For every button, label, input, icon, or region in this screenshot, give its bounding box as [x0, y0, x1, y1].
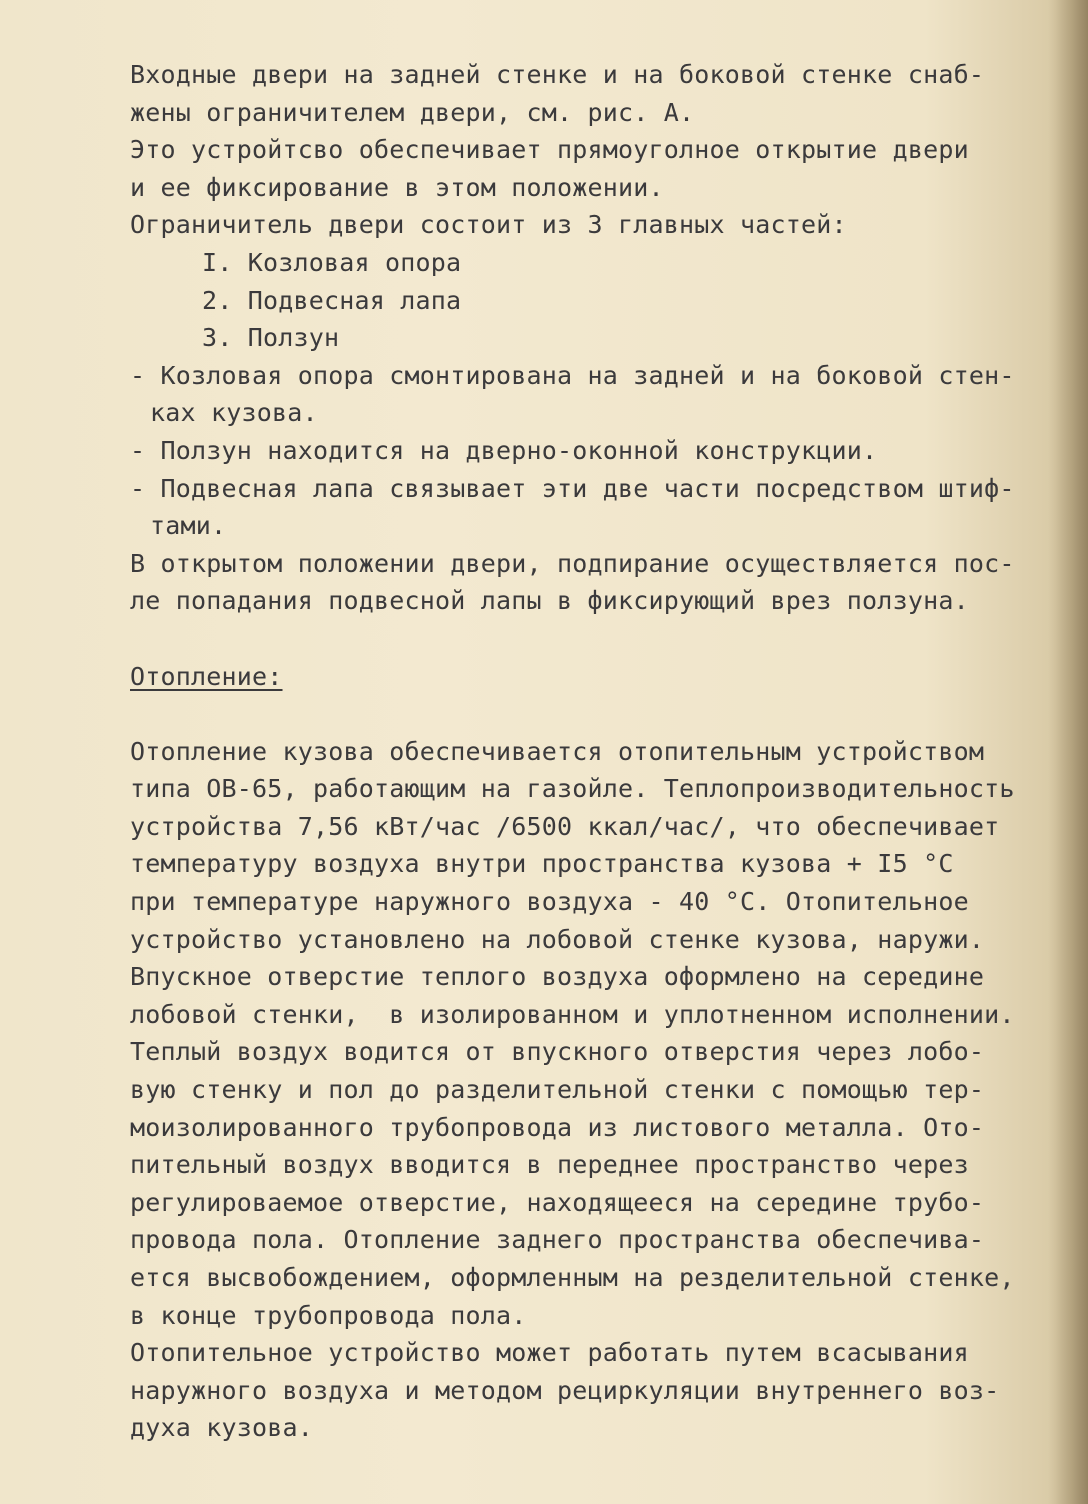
text-line: Отопительное устройство может работать путем всасывания: [130, 1338, 969, 1368]
text-line: ется высвобождением, оформленным на резделительной стенке,: [130, 1263, 1015, 1292]
text-line: Это устройтсво обеспечивает прямоуголное открытие двери: [130, 135, 969, 165]
text-line: лобовой стенки, в изолированном и уплотненном исполнении.: [130, 999, 1015, 1029]
spacer: [130, 695, 1030, 733]
text-line: ле попадания подвесной лапы в фиксирующий врез ползуна.: [130, 586, 969, 616]
text-line: при температуре наружного воздуха - 40 °С. Отопительное: [130, 887, 969, 917]
text-line: провода пола. Отопление заднего пространства обеспечива-: [130, 1225, 985, 1255]
dash-item-continuation: тами.: [150, 511, 227, 541]
list-item: I. Козловая опора: [202, 247, 462, 277]
parts-list: [130, 244, 1030, 357]
text-line: пительный воздух вводится в переднее пространство через: [130, 1150, 969, 1180]
dash-item-continuation: ках кузова.: [150, 398, 318, 428]
text-line: Теплый воздух водится от впускного отверстия через лобо-: [130, 1037, 985, 1067]
list-item: 2. Подвесная лапа: [202, 285, 462, 315]
typed-text-body: [130, 56, 1030, 1447]
text-line: В открытом положении двери, подпирание осуществляется пос-: [130, 548, 1015, 578]
spacer: [130, 620, 1030, 658]
heating-heading: Отопление:: [130, 661, 283, 691]
text-line: Отопление кузова обеспечивается отопительным устройством: [130, 736, 985, 766]
dash-list: [130, 357, 1030, 545]
text-line: моизолированного трубопровода из листового металла. Ото-: [130, 1112, 985, 1142]
dash-item: - Козловая опора смонтирована на задней и на боковой стен-: [130, 360, 1015, 390]
page-edge-shadow: [1048, 0, 1088, 1504]
text-line: Входные двери на задней стенке и на боковой стенке снаб-: [130, 60, 985, 89]
text-line: регулироваемое отверстие, находящееся на середине трубо-: [130, 1187, 985, 1217]
dash-item: - Ползун находится на дверно-оконной конструкции.: [130, 435, 878, 465]
text-line: типа ОВ-65, работающим на газойле. Теплопроизводительность: [130, 774, 1015, 804]
dash-item: - Подвесная лапа связывает эти две части посредством штиф-: [130, 473, 1015, 503]
text-line: температуру воздуха внутри пространства кузова + I5 °С: [130, 849, 954, 879]
heating-paragraph: [130, 733, 1030, 1447]
text-line: и ее фиксирование в этом положении.: [130, 172, 664, 202]
text-line: Ограничитель двери состоит из 3 главных частей:: [130, 210, 847, 240]
text-line: Впускное отверстие теплого воздуха оформлено на середине: [130, 962, 985, 992]
door-limiter-paragraph: [130, 56, 1030, 244]
text-line: вую стенку и пол до разделительной стенки с помощью тер-: [130, 1075, 985, 1105]
text-line: устройство установлено на лобовой стенке кузова, наружи.: [130, 924, 985, 954]
text-line: жены ограничителем двери, см. рис. А.: [130, 97, 695, 127]
open-position-paragraph: [130, 545, 1030, 620]
text-line: в конце трубопровода пола.: [130, 1300, 527, 1330]
text-line: духа кузова.: [130, 1413, 314, 1443]
text-line: устройства 7,56 кВт/час /6500 ккал/час/, что обеспечивает: [130, 811, 1000, 841]
text-line: наружного воздуха и методом рециркуляции внутреннего воз-: [130, 1375, 1000, 1405]
list-item: 3. Ползун: [202, 323, 340, 353]
